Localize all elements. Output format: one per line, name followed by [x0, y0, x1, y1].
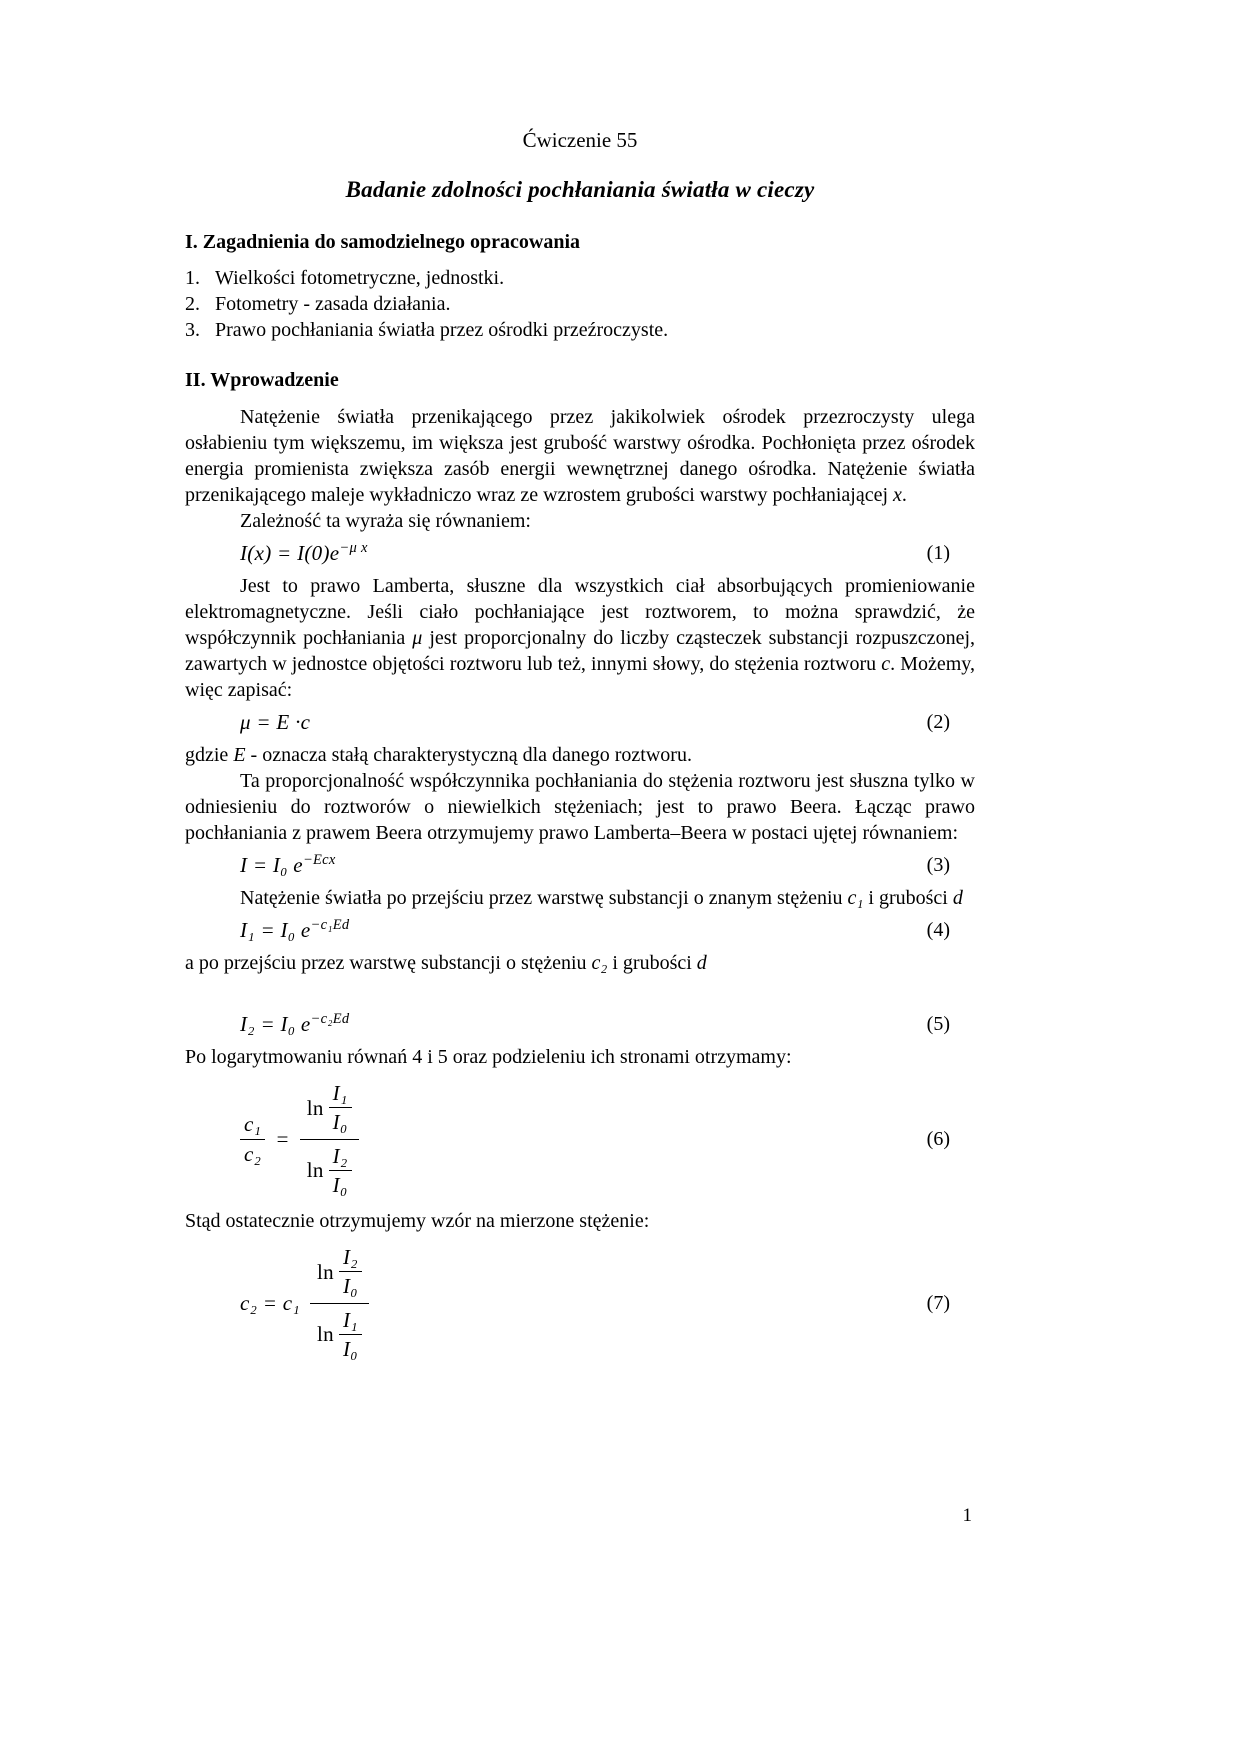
paragraph-final-formula: Stąd ostatecznie otrzymujemy wzór na mierzone stężenie:: [185, 1210, 650, 1232]
ln-expression: [307, 1080, 352, 1136]
equation-7-number: (7): [926, 1291, 950, 1314]
fraction-numerator: I₁: [329, 1080, 352, 1108]
list-item-text: Fotometry - zasada działania.: [215, 293, 451, 315]
equation-4: [185, 918, 975, 943]
equation-6-formula: [240, 1080, 359, 1198]
big-fraction-denominator: [310, 1304, 369, 1363]
equation-3-formula: [240, 853, 336, 878]
fraction-denominator: I₀: [332, 1172, 348, 1197]
exercise-number-title: Ćwiczenie 55: [522, 128, 638, 152]
big-fraction-numerator: [310, 1244, 369, 1304]
equation-2-number: (2): [926, 711, 950, 733]
equation-1: [185, 541, 975, 566]
equation-5-number: (5): [926, 1013, 950, 1035]
equation-body: I(x) = I(0)e: [240, 541, 340, 565]
equation-1-formula: [240, 541, 368, 566]
document-title: Badanie zdolności pochłaniania światła w cieczy: [345, 177, 815, 202]
math-variable-mu: μ: [412, 627, 423, 649]
list-item-number: 1.: [185, 267, 200, 289]
text-run: . Możemy, więc zapisać:: [185, 653, 976, 701]
equation-body: I₁ = I₀ e: [240, 918, 311, 942]
equation-1-number: (1): [926, 542, 950, 564]
equation-2-formula: [240, 710, 310, 735]
fraction-I2-over-I0: [329, 1143, 352, 1199]
list-item-text: Prawo pochłaniania światła przez ośrodki przeźroczyste.: [215, 319, 669, 341]
text-run: - oznacza stałą charakterystyczną dla danego roztworu.: [245, 744, 692, 766]
equation-exponent: −c₂Ed: [310, 1011, 350, 1027]
text-run: gdzie: [185, 744, 234, 766]
text-run: i grubości: [863, 887, 953, 909]
equation-6-number: (6): [926, 1127, 950, 1150]
section-1-heading: I. Zagadnienia do samodzielnego opracowania: [185, 231, 581, 253]
paragraph-concentration-2: [185, 950, 975, 976]
ln-operator: ln: [317, 1322, 334, 1347]
ln-expression: [317, 1307, 362, 1363]
paragraph-relation: Zależność ta wyraża się równaniem:: [240, 510, 531, 532]
fraction-denominator: c₂: [244, 1141, 262, 1166]
paragraph-concentration-1: [185, 885, 975, 911]
fraction-c1-over-c2: [240, 1111, 265, 1167]
paragraph-where-e: [185, 742, 975, 768]
math-variable-d: d: [696, 952, 707, 974]
equation-4-formula: [240, 918, 349, 943]
fraction-numerator: I₂: [339, 1244, 362, 1272]
paragraph-lambert-law: [185, 573, 975, 703]
text-run: jest proporcjonalny do liczby cząsteczek substancji rozpuszczonej, zawartych w jednostce objętości roztworu lub też, innymi słowy, do stężenia roztworu: [185, 627, 975, 675]
equation-5-formula: [240, 1012, 349, 1037]
big-fraction-numerator: [300, 1080, 359, 1140]
fraction-I1-over-I0: [329, 1080, 352, 1136]
fraction-ln-ratio: [300, 1080, 359, 1198]
list-item-number: 3.: [185, 319, 200, 341]
equation-body: I₂ = I₀ e: [240, 1012, 311, 1036]
fraction-ln-ratio: [310, 1244, 369, 1362]
fraction-denominator: I₀: [332, 1110, 348, 1135]
equation-3-number: (3): [926, 854, 950, 876]
equation-5: [185, 1012, 975, 1037]
ln-operator: ln: [306, 1095, 324, 1120]
fraction-denominator: I₀: [342, 1274, 358, 1299]
text-run: a po przejściu przez warstwę substancji o stężeniu: [185, 952, 592, 974]
text-run: Jest to prawo Lamberta, słuszne dla wszystkich ciał absorbujących promieniowanie elektromagnetyczne. Jeśli ciało pochłaniające jest roztworem, to można sprawdzić, że współczynnik pochłaniania: [185, 575, 975, 649]
equation-exponent: −Ecx: [302, 852, 336, 868]
list-item-text: Wielkości fotometryczne, jednostki.: [215, 267, 505, 289]
fraction-numerator: I₂: [329, 1143, 352, 1171]
fraction-numerator: I₁: [339, 1307, 362, 1335]
equation-exponent: −c₁Ed: [310, 917, 350, 933]
math-variable-x: x: [893, 484, 902, 506]
list-item-1: [185, 265, 975, 291]
math-variable-c2: c₂: [591, 952, 608, 974]
big-fraction-denominator: [300, 1140, 359, 1199]
fraction-I2-over-I0: [339, 1244, 362, 1300]
equals-sign: =: [275, 1126, 290, 1151]
equation-6: [185, 1080, 975, 1198]
equation-body: I = I₀ e: [240, 853, 303, 877]
equation-lead: c₂ = c₁: [240, 1290, 301, 1315]
equation-2: [185, 710, 975, 735]
section-2-heading: II. Wprowadzenie: [185, 369, 339, 391]
equation-exponent: −μ x: [339, 540, 368, 556]
ln-operator: ln: [317, 1259, 334, 1284]
math-variable-E: E: [233, 744, 246, 766]
list-item-2: [185, 291, 975, 317]
ln-operator: ln: [306, 1158, 324, 1183]
text-run: i grubości: [607, 952, 697, 974]
equation-3: [185, 853, 975, 878]
equation-4-number: (4): [926, 919, 950, 941]
equation-7-formula: [240, 1244, 369, 1362]
paragraph-intro: [185, 404, 975, 508]
list-item-3: [185, 317, 975, 343]
paragraph-beer-law: Ta proporcjonalność współczynnika pochłaniania do stężenia roztworu jest słuszna tylko w odniesieniu do roztworów o niewielkich stężeniach; jest to prawo Beera. Łącząc prawo pochłaniania z prawem Beera otrzymujemy prawo Lamberta–Beera w postaci ujętej równaniem:: [185, 770, 975, 844]
math-variable-c: c: [881, 653, 891, 675]
equation-body: μ = E ·c: [240, 710, 311, 734]
fraction-denominator: I₀: [342, 1336, 358, 1361]
page-number: 1: [962, 1505, 972, 1526]
fraction-I1-over-I0: [339, 1307, 362, 1363]
equation-7: [185, 1244, 975, 1362]
paragraph-logarithm: Po logarytmowaniu równań 4 i 5 oraz podzieleniu ich stronami otrzymamy:: [185, 1046, 792, 1068]
fraction-numerator: c₁: [240, 1111, 265, 1139]
text-run: Natężenie światła przenikającego przez jakikolwiek ośrodek przezroczysty ulega osłabieniu tym większemu, im większa jest grubość warstwy ośrodka. Pochłonięta przez ośrodek energia promienista zwiększa zasób energii wewnętrznej danego ośrodka. Natężenie światła przenikającego maleje wykładniczo wraz ze wzrostem grubości warstwy pochłaniającej: [185, 406, 975, 506]
ln-expression: [317, 1244, 362, 1300]
math-variable-c1: c₁: [847, 887, 864, 909]
text-run: .: [901, 484, 907, 506]
math-variable-d: d: [952, 887, 963, 909]
topics-list: [185, 265, 975, 343]
list-item-number: 2.: [185, 293, 200, 315]
ln-expression: [307, 1143, 352, 1199]
text-run: Natężenie światła po przejściu przez warstwę substancji o znanym stężeniu: [240, 887, 848, 909]
